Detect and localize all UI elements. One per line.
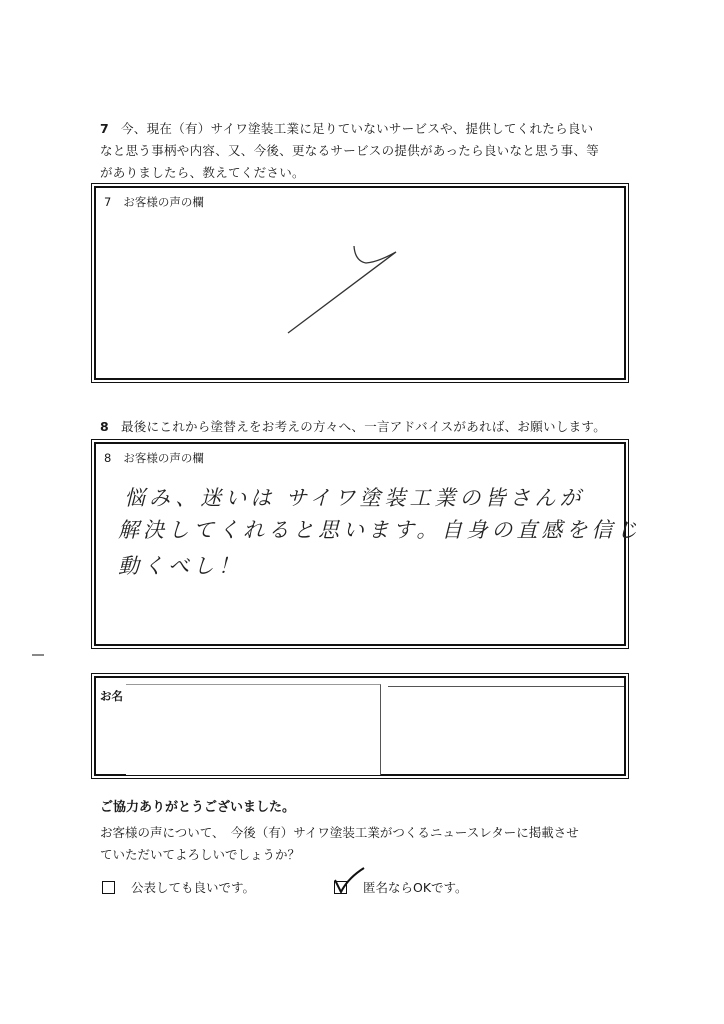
check-mark-icon [332,866,366,896]
name-box-cover-sheet [126,684,381,775]
question-7-number: 7 [100,121,109,136]
answer-8-handwritten-line-2: 解決してくれると思います。自身の直感を信じ [118,518,642,542]
answer-box-7-title: お客様の声の欄 [123,195,204,209]
name-box-cover-edge [388,686,624,687]
option-anonymous-label: 匿名ならOKです。 [363,880,468,895]
scan-artifact [32,654,44,656]
question-7 [100,118,630,184]
answer-box-7-number: 7 [104,195,112,209]
question-8 [100,416,630,438]
public-checkbox[interactable] [102,881,115,894]
question-8-number: 8 [100,419,109,434]
question-7-line-1: 今、現在（有）サイワ塗装工業に足りていないサービスや、提供してくれたら良い [121,121,594,136]
answer-box-7 [94,186,626,380]
option-public[interactable] [102,878,255,896]
name-box-label: お名 [100,689,123,703]
publication-question-line-2: ていただいてよろしいでしょうか？ [100,847,301,862]
answer-box-8 [94,442,642,646]
thanks-message: ご協力ありがとうございました。 [100,800,296,815]
option-public-label: 公表しても良いです。 [131,880,256,895]
answer-8-handwritten-line-3: 動くべし！ [118,554,243,578]
question-8-line-1: 最後にこれから塗替えをお考えの方々へ、一言アドバイスがあれば、お願いします。 [121,419,607,434]
question-7-line-3: がありましたら、教えてください。 [100,165,305,180]
name-box [94,676,626,776]
answer-box-8-title: お客様の声の欄 [123,451,204,465]
question-7-line-2: なと思う事柄や内容、又、今後、更なるサービスの提供があったら良いなと思う事、等 [100,143,600,158]
answer-box-8-label [104,450,204,466]
answer-box-8-number: 8 [104,451,112,465]
publication-question [100,822,630,866]
answer-7-strike-mark [96,188,624,378]
publication-question-line-1: お客様の声について、 今後（有）サイワ塗装工業がつくるニュースレターに掲載させ [100,825,579,840]
answer-8-handwritten-line-1: 悩み、迷いは サイワ塗装工業の皆さんが [124,486,585,510]
